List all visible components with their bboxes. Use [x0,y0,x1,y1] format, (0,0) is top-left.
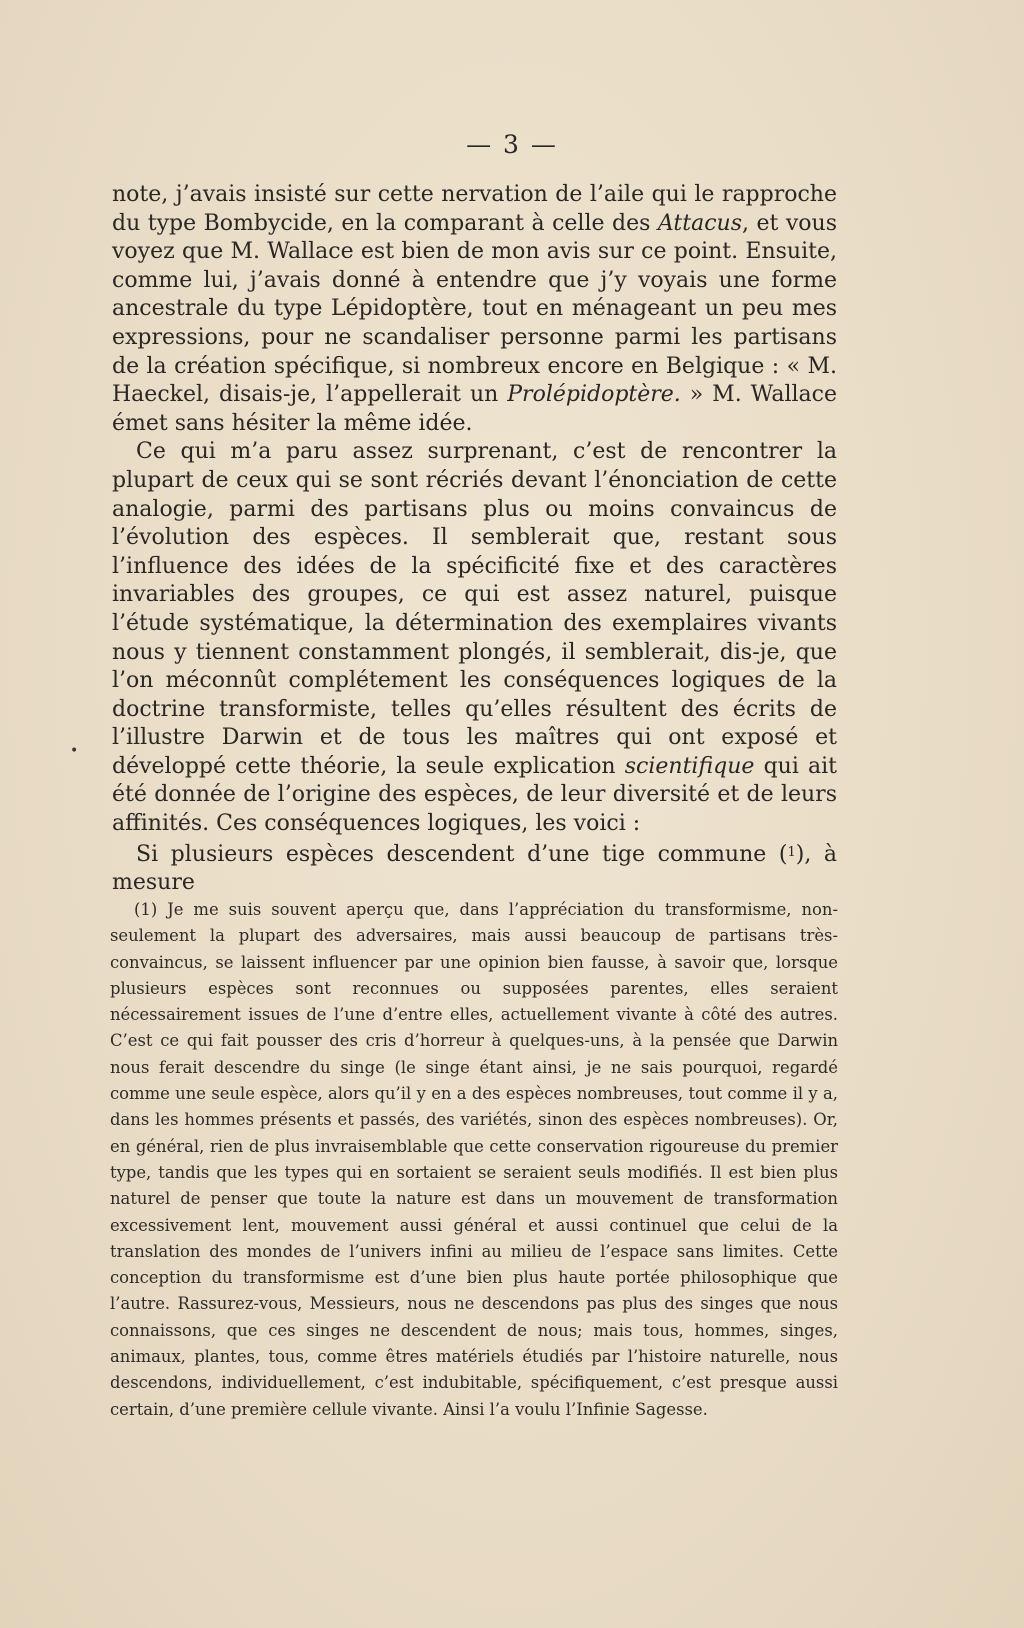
paragraph-3 [112,839,837,898]
footnote-paragraph [110,897,838,1423]
paragraph-1-text-b: , et vous voyez que M. Wallace est bien de mon avis sur ce point. Ensuite, comme lui, j’avais donné à entendre que j’y voyais une forme ancestrale du type Lépidoptère, tout en ménageant un peu mes expressions, pour ne scandaliser personne parmi les partisans de la création spécifique, si nombreux encore en Belgique : « M. Haeckel, disais-je, l’appellerait un [112,210,837,408]
paragraph-1-text-c: » M. Wallace émet sans hésiter la même idée. [112,382,837,436]
paragraph-2 [112,438,837,838]
paragraph-3-text-a: Si plusieurs espèces descendent d’une tige commune ( [136,841,788,867]
paragraph-1 [112,181,837,438]
italic-term-attacus: Attacus [657,210,742,236]
margin-mark: • [70,743,79,759]
paragraph-2-text-a: Ce qui m’a paru assez surprenant, c’est de rencontrer la plupart de ceux qui se sont récriés devant l’énonciation de cette analogie, parmi des partisans plus ou moins convaincus de l’évolution des espèces. Il semblerait que, restant sous l’influence des idées de la spécificité fixe et des caractères invariables des groupes, ce qui est assez naturel, puisque l’étude systématique, la détermination des exemplaires vivants nous y tiennent constamment plongés, il semblerait, dis-je, que l’on méconnût complétement les conséquences logiques de la doctrine transformiste, telles qu’elles résultent des écrits de l’illustre Darwin et de tous les maîtres qui ont exposé et développé cette théorie, la seule explication [112,439,837,779]
footnote [110,897,838,1423]
page-number: — 3 — [466,130,558,159]
paragraph-3-text-b: ), à mesure [112,841,838,896]
paragraph-1-text-a: note, j’avais insisté sur cette nervation de l’aile qui le rapproche du type Bombycide, en la comparant à celle des [112,182,837,236]
italic-term-scientifique: scientifique [624,753,755,779]
paragraph-2-text-b: qui ait été donnée de l’origine des espèces, de leur diversité et de leurs affinités. Ces conséquences logiques, les voici : [112,753,837,837]
italic-term-prolepidoptere: Prolépidoptère. [507,382,681,408]
footnote-text: Je me suis souvent aperçu que, dans l’appréciation du transformisme, non-seulement la plupart des adversaires, mais aussi beaucoup de partisans très-convaincus, se laissent influencer par une opinion bien fausse, à savoir que, lorsque plusieurs espèces sont reconnues ou supposées parentes, elles seraient nécessairement issues de l’une d’entre elles, actuellement vivante à côté des autres. C’est ce qui fait pousser des cris d’horreur à quelques-uns, à la pensée que Darwin nous ferait descendre du singe (le singe étant ainsi, je ne sais pourquoi, regardé comme une seule espèce, alors qu’il y en a des espèces nombreuses, tout comme il y a, dans les hommes présents et passés, des variétés, sinon des espèces nombreuses). Or, en général, rien de plus invraisemblable que cette conservation rigoureuse du premier type, tandis que les types qui en sortaient se seraient seuls modifiés. Il est bien plus naturel de penser que toute la nature est dans un mouvement de transformation excessivement lent, mouvement aussi général et aussi continuel que celui de la translation des mondes de l’univers infini au milieu de l’espace sans limites. Cette conception du transformisme est d’une bien plus haute portée philosophique que l’autre. Rassurez-vous, Messieurs, nous ne descendons pas plus des singes que nous connaissons, que ces singes ne descendent de nous; mais tous, hommes, singes, animaux, plantes, tous, comme êtres matériels étudiés par l’histoire naturelle, nous descendons, individuellement, c’est indubitable, spécifiquement, c’est presque aussi certain, d’une première cellule vivante. Ainsi l’a voulu l’Infinie Sagesse. [110,900,838,1419]
footnote-marker: (1) [134,900,158,919]
footnote-reference: 1 [787,844,796,860]
main-text [112,181,837,898]
